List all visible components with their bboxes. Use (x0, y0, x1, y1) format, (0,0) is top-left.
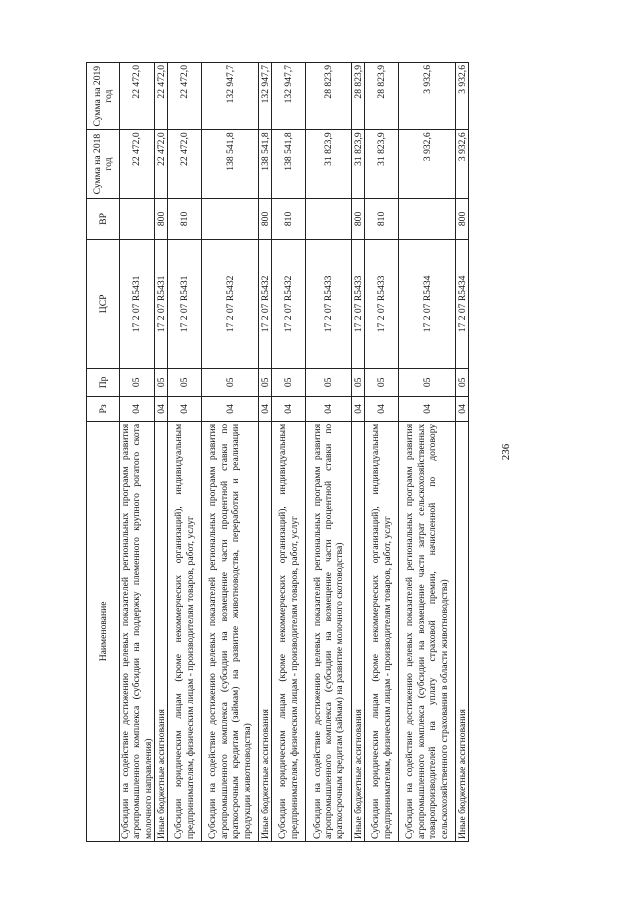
table-row (155, 63, 168, 842)
row-sum-2019: 28 823,9 (352, 63, 365, 130)
row-vr: 800 (456, 198, 469, 239)
row-sum-2018: 3 932,6 (456, 130, 469, 198)
table-row (352, 63, 365, 842)
row-pr: 05 (306, 368, 352, 396)
header-csr: ЦСР (87, 240, 120, 369)
row-rz: 04 (352, 397, 365, 422)
table-row (202, 63, 259, 842)
row-sum-2019: 132 947,7 (202, 63, 259, 130)
row-sum-2019: 3 932,6 (456, 63, 469, 130)
row-rz: 04 (259, 397, 272, 422)
row-csr: 17 2 07 R5431 (155, 240, 168, 369)
row-vr: 810 (272, 198, 306, 239)
row-vr (120, 198, 155, 239)
row-sum-2018: 22 472,0 (155, 130, 168, 198)
row-pr: 05 (272, 368, 306, 396)
budget-table (86, 62, 469, 842)
row-sum-2018: 22 472,0 (120, 130, 155, 198)
row-name: Субсидии на содействие достижению целевых показателей региональных программ развития агропромышленного комплекса (субсидии на поддержку племенного крупного рогатого скота молочного направления) (120, 421, 155, 841)
row-csr: 17 2 07 R5431 (168, 240, 202, 369)
row-name: Иные бюджетные ассигнования (155, 421, 168, 841)
row-sum-2019: 22 472,0 (168, 63, 202, 130)
row-csr: 17 2 07 R5432 (202, 240, 259, 369)
row-rz: 04 (272, 397, 306, 422)
row-name: Иные бюджетные ассигнования (456, 421, 469, 841)
row-csr: 17 2 07 R5433 (365, 240, 399, 369)
table-row (120, 63, 155, 842)
row-csr: 17 2 07 R5432 (272, 240, 306, 369)
header-vr: ВР (87, 198, 120, 239)
row-pr: 05 (202, 368, 259, 396)
row-csr: 17 2 07 R5431 (120, 240, 155, 369)
table-row (306, 63, 352, 842)
row-pr: 05 (399, 368, 456, 396)
row-rz: 04 (456, 397, 469, 422)
row-sum-2019: 22 472,0 (120, 63, 155, 130)
row-pr: 05 (168, 368, 202, 396)
table-row (259, 63, 272, 842)
row-name: Субсидии на содействие достижению целевых показателей региональных программ развития агропромышленного комплекса (субсидии на возмещение части процентной ставки по краткосрочным кредитам (займам) на развитие молочного скотоводства) (306, 421, 352, 841)
row-pr: 05 (120, 368, 155, 396)
row-name: Иные бюджетные ассигнования (352, 421, 365, 841)
row-name: Иные бюджетные ассигнования (259, 421, 272, 841)
row-rz: 04 (306, 397, 352, 422)
table-header-row (87, 63, 120, 842)
header-rz: Рз (87, 397, 120, 422)
row-vr: 810 (365, 198, 399, 239)
table-row (272, 63, 306, 842)
row-sum-2019: 132 947,7 (259, 63, 272, 130)
row-sum-2019: 132 947,7 (272, 63, 306, 130)
row-vr (306, 198, 352, 239)
row-sum-2018: 31 823,9 (306, 130, 352, 198)
row-vr (399, 198, 456, 239)
row-sum-2018: 138 541,8 (272, 130, 306, 198)
row-rz: 04 (168, 397, 202, 422)
rotated-page-content (86, 62, 469, 842)
row-pr: 05 (259, 368, 272, 396)
row-csr: 17 2 07 R5434 (456, 240, 469, 369)
row-rz: 04 (399, 397, 456, 422)
row-vr: 800 (259, 198, 272, 239)
row-name: Субсидии юридическим лицам (кроме некоммерческих организаций), индивидуальным предпринимателям, физическим лицам - производителям товаров, работ, услуг (272, 421, 306, 841)
row-rz: 04 (202, 397, 259, 422)
row-vr: 810 (168, 198, 202, 239)
header-name: Наименование (87, 421, 120, 841)
row-rz: 04 (155, 397, 168, 422)
row-csr: 17 2 07 R5432 (259, 240, 272, 369)
row-rz: 04 (120, 397, 155, 422)
row-sum-2018: 138 541,8 (259, 130, 272, 198)
page-number: 236 (500, 443, 512, 461)
row-csr: 17 2 07 R5433 (306, 240, 352, 369)
row-vr: 800 (352, 198, 365, 239)
row-sum-2018: 22 472,0 (168, 130, 202, 198)
row-sum-2018: 3 932,6 (399, 130, 456, 198)
header-sum-2018: Сумма на 2018 год (87, 130, 120, 198)
row-pr: 05 (155, 368, 168, 396)
row-pr: 05 (456, 368, 469, 396)
header-sum-2019: Сумма на 2019 год (87, 63, 120, 130)
row-pr: 05 (352, 368, 365, 396)
table-row (399, 63, 456, 842)
row-rz: 04 (365, 397, 399, 422)
row-sum-2019: 28 823,9 (365, 63, 399, 130)
row-sum-2018: 138 541,8 (202, 130, 259, 198)
header-pr: Пр (87, 368, 120, 396)
row-vr (202, 198, 259, 239)
row-sum-2019: 28 823,9 (306, 63, 352, 130)
row-name: Субсидии на содействие достижению целевых показателей региональных программ развития агропромышленного комплекса (субсидии на возмещение части затрат сельскохозяйственных товаропроизводителей на уплату страховой премии, начисленной по договору сельскохозяйственного страхования в области животноводства) (399, 421, 456, 841)
row-csr: 17 2 07 R5433 (352, 240, 365, 369)
table-row (456, 63, 469, 842)
row-name: Субсидии юридическим лицам (кроме некоммерческих организаций), индивидуальным предпринимателям, физическим лицам - производителям товаров, работ, услуг (365, 421, 399, 841)
row-name: Субсидии на содействие достижению целевых показателей региональных программ развития агропромышленного комплекса (субсидии на возмещение части процентной ставки по краткосрочным кредитам (займам) на развитие животноводства, переработки и реализации продукции животноводства) (202, 421, 259, 841)
row-name: Субсидии юридическим лицам (кроме некоммерческих организаций), индивидуальным предпринимателям, физическим лицам - производителям товаров, работ, услуг (168, 421, 202, 841)
row-csr: 17 2 07 R5434 (399, 240, 456, 369)
row-sum-2018: 31 823,9 (365, 130, 399, 198)
row-vr: 800 (155, 198, 168, 239)
row-sum-2019: 22 472,0 (155, 63, 168, 130)
table-row (168, 63, 202, 842)
row-sum-2018: 31 823,9 (352, 130, 365, 198)
table-row (365, 63, 399, 842)
row-pr: 05 (365, 368, 399, 396)
row-sum-2019: 3 932,6 (399, 63, 456, 130)
